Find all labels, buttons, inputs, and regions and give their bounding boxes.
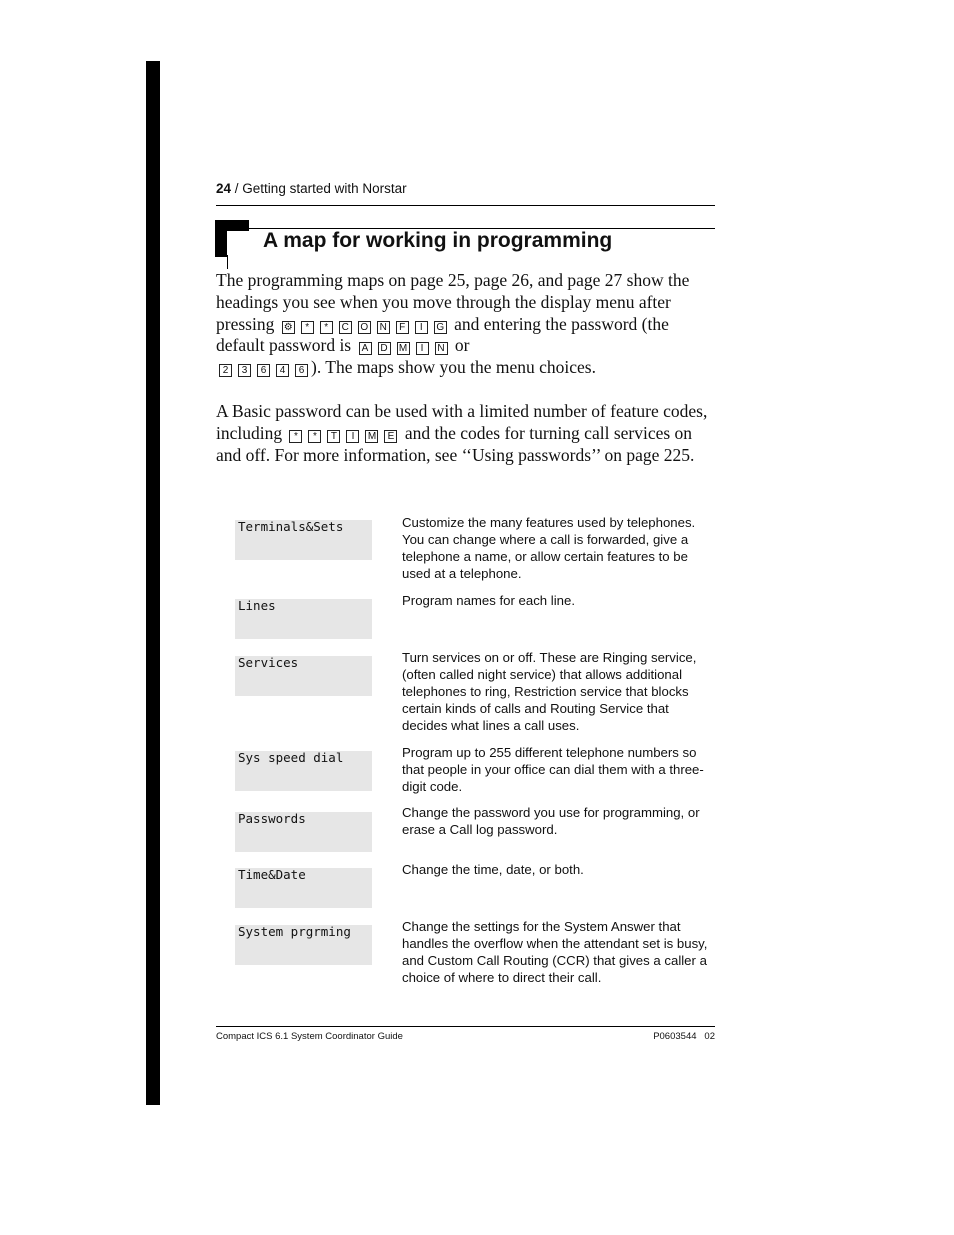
keypad-key: 4 — [276, 364, 289, 377]
keypad-key: D — [378, 342, 391, 355]
menu-item-lines — [235, 599, 372, 639]
time-feature-keys — [286, 423, 400, 443]
menu-item-time-date — [235, 868, 372, 908]
keypad-key: O — [358, 321, 371, 334]
keypad-key: * — [289, 430, 302, 443]
menu-label: Passwords — [238, 811, 306, 826]
intro-paragraph — [216, 270, 716, 379]
page-number: 24 — [216, 181, 232, 196]
intro-text-1: The programming maps on page 25, page 26, and page 27 show the headings you see when you move through the display menu after pressing — [216, 270, 690, 334]
keypad-key: M — [365, 430, 378, 443]
section-marker-tick — [227, 255, 228, 269]
keypad-key: * — [301, 321, 314, 334]
section-title: A map for working in programming — [263, 229, 613, 252]
menu-item-sys-speed-dial — [235, 751, 372, 791]
keypad-key: G — [434, 321, 447, 334]
chapter-title: Getting started with Norstar — [242, 181, 407, 196]
keypad-key: N — [377, 321, 390, 334]
intro-text-4: ). The maps show you the menu choices. — [311, 357, 596, 378]
menu-label: Terminals&Sets — [238, 519, 344, 534]
keypad-key: 3 — [238, 364, 251, 377]
basic-text-1: A Basic password can be used with a limited number of feature codes, including — [216, 401, 708, 443]
keypad-key: N — [435, 342, 448, 355]
admin-password-keys — [356, 335, 451, 355]
menu-item-system-prgrming — [235, 925, 372, 965]
menu-item-terminals-sets — [235, 520, 372, 560]
menu-desc-sys-speed-dial: Program up to 255 different telephone numbers so that people in your office can dial them with a three-digit code. — [402, 745, 704, 794]
menu-desc-system-prgrming: Change the settings for the System Answer that handles the overflow when the attendant set is busy, and Custom Call Routing (CCR) that gives a caller a choice of where to direct their call. — [402, 919, 708, 985]
keypad-key: 6 — [257, 364, 270, 377]
keypad-key: ⚙ — [282, 321, 295, 334]
section-marker-inner — [227, 231, 249, 257]
keypad-key: A — [359, 342, 372, 355]
basic-password-paragraph — [216, 401, 716, 466]
keypad-key: F — [396, 321, 409, 334]
digit-password-keys — [216, 357, 311, 377]
basic-text-2: and the codes for turning call services on and off. For more information, see ‘‘Using passwords’’ on page 225. — [216, 422, 695, 465]
footer-rule — [216, 1026, 715, 1027]
keypad-key: 6 — [295, 364, 308, 377]
footer-guide-title: Compact ICS 6.1 System Coordinator Guide — [216, 1031, 403, 1042]
keypad-key: M — [397, 342, 410, 355]
menu-desc-terminals-sets: Customize the many features used by telephones. You can change where a call is forwarded, give a telephone a name, or allow certain features to be used at a telephone. — [402, 515, 696, 581]
menu-desc-time-date: Change the time, date, or both. — [402, 862, 584, 877]
menu-item-services — [235, 656, 372, 696]
page-edge-bar — [146, 61, 160, 1105]
keypad-key: I — [415, 321, 428, 334]
menu-label: Time&Date — [238, 867, 306, 882]
menu-desc-passwords: Change the password you use for programming, or erase a Call log password. — [402, 805, 700, 837]
menu-desc-services: Turn services on or off. These are Ringing service, (often called night service) that allows additional telephones to ring, Restriction service that blocks certain kinds of calls and Routing Service that decides what lines a call uses. — [402, 650, 697, 733]
keypad-key: I — [416, 342, 429, 355]
menu-label: System prgrming — [238, 924, 351, 939]
keypad-key: E — [384, 430, 397, 443]
keypad-key: T — [327, 430, 340, 443]
keypad-key: 2 — [219, 364, 232, 377]
keypad-key: * — [308, 430, 321, 443]
header-rule — [216, 205, 715, 206]
keypad-key: I — [346, 430, 359, 443]
menu-desc-lines: Program names for each line. — [402, 593, 575, 608]
keypad-key: C — [339, 321, 352, 334]
header-separator: / — [231, 181, 243, 196]
running-header — [216, 181, 407, 196]
menu-label: Services — [238, 655, 299, 670]
intro-text-3: or — [454, 335, 470, 356]
menu-label: Lines — [238, 598, 276, 613]
footer-doc-number: P0603544 02 — [653, 1031, 715, 1042]
menu-label: Sys speed dial — [238, 750, 344, 765]
menu-item-passwords — [235, 812, 372, 852]
keypad-key: * — [320, 321, 333, 334]
feature-config-keys — [279, 314, 450, 334]
intro-text-2: and entering the password (the default password is — [216, 313, 669, 356]
